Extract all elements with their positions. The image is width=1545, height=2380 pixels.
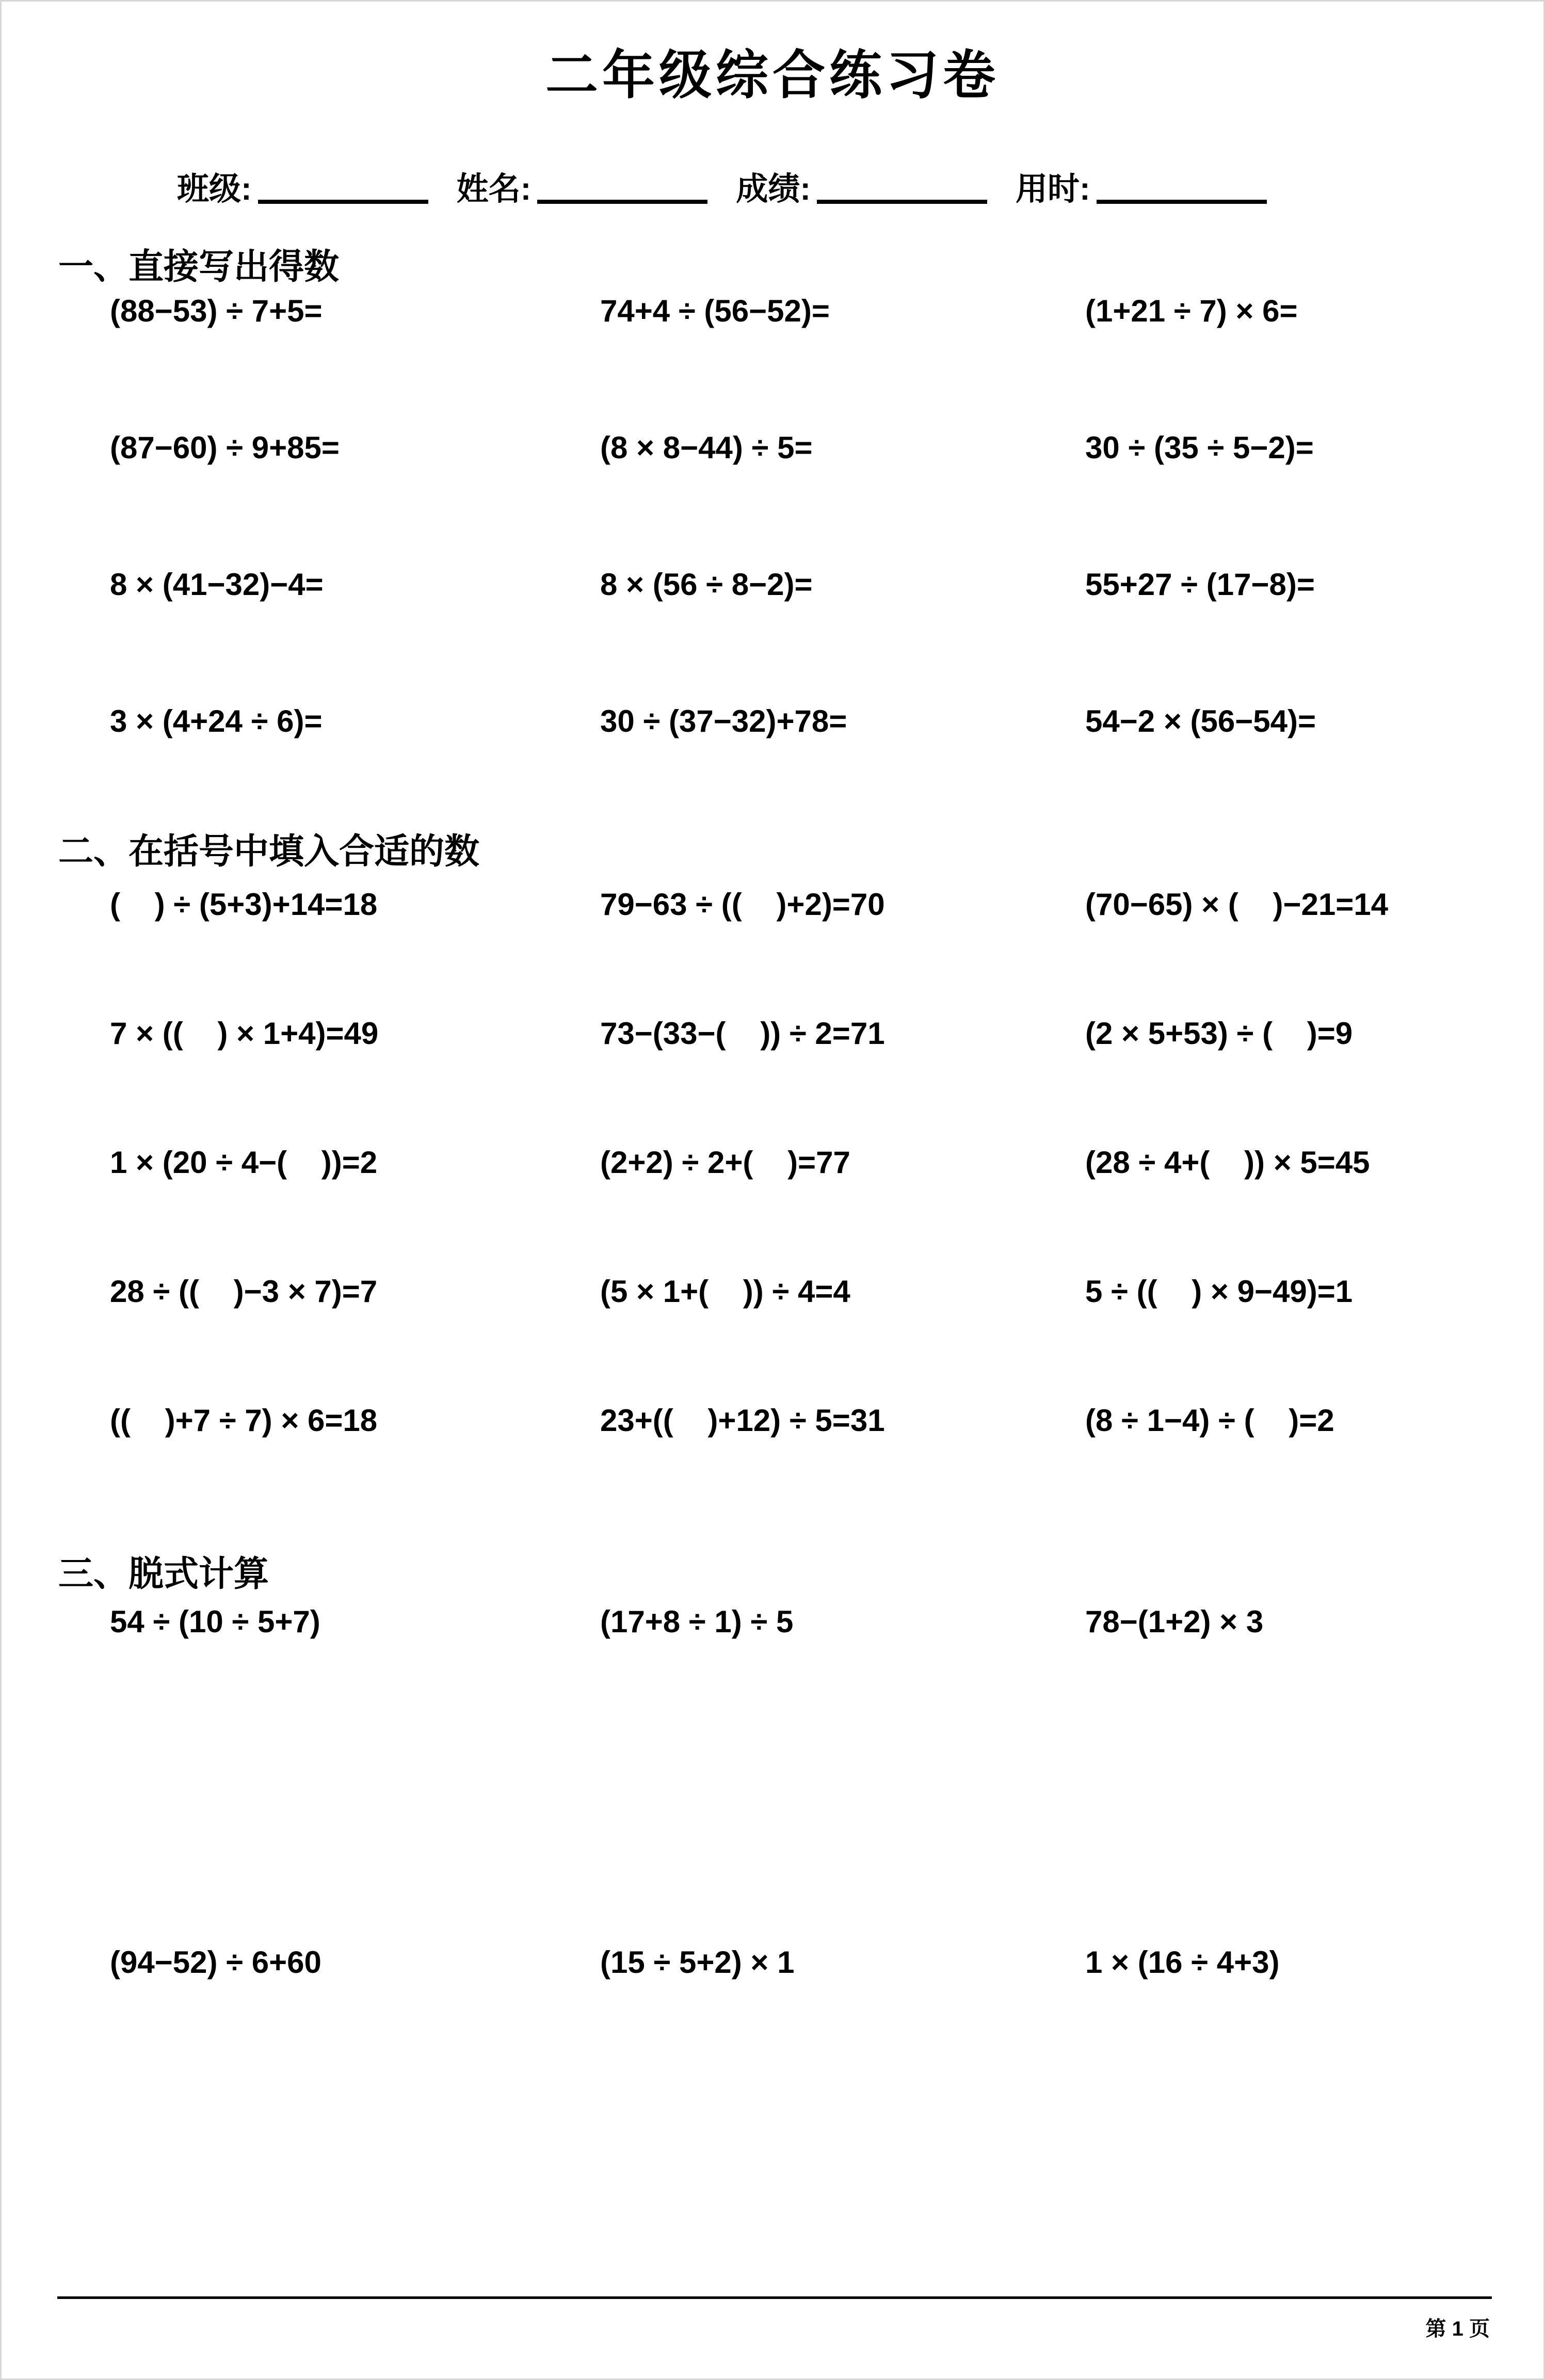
problem: (8 ÷ 1−4) ÷ ( )=2: [1085, 1403, 1334, 1438]
problem: (8 × 8−44) ÷ 5=: [600, 430, 813, 465]
problem: 8 × (56 ÷ 8−2)=: [600, 567, 813, 602]
problem: (2+2) ÷ 2+( )=77: [600, 1145, 850, 1180]
problem: ( ) ÷ (5+3)+14=18: [110, 887, 378, 922]
score-field: [736, 172, 987, 207]
problem: (88−53) ÷ 7+5=: [110, 294, 323, 328]
problem: (1+21 ÷ 7) × 6=: [1085, 294, 1298, 328]
problem: 79−63 ÷ (( )+2)=70: [600, 887, 885, 922]
problem: (17+8 ÷ 1) ÷ 5: [600, 1604, 794, 1639]
name-blank-line: [537, 200, 707, 204]
problem: (70−65) × ( )−21=14: [1085, 887, 1389, 922]
problem: (5 × 1+( )) ÷ 4=4: [600, 1274, 850, 1309]
time-label: 用时:: [1015, 171, 1090, 207]
class-field: [177, 172, 428, 207]
problem: 30 ÷ (35 ÷ 5−2)=: [1085, 430, 1314, 465]
section-3-heading: 三、脱式计算: [58, 1554, 269, 1594]
problem: 55+27 ÷ (17−8)=: [1085, 567, 1315, 602]
student-info-row: [177, 172, 1295, 207]
problem: 30 ÷ (37−32)+78=: [600, 704, 847, 738]
section-2-heading: 二、在括号中填入合适的数: [58, 832, 480, 871]
page-number: 第 1 页: [1425, 2318, 1490, 2340]
page-title: 二年级综合练习卷: [545, 46, 1000, 105]
problem: 7 × (( ) × 1+4)=49: [110, 1016, 379, 1051]
problem: 28 ÷ (( )−3 × 7)=7: [110, 1274, 378, 1309]
problem: 74+4 ÷ (56−52)=: [600, 294, 830, 328]
problem: 73−(33−( )) ÷ 2=71: [600, 1016, 885, 1051]
name-field: [457, 172, 708, 207]
class-label: 班级:: [177, 171, 252, 207]
problem: 1 × (20 ÷ 4−( ))=2: [110, 1145, 378, 1180]
problem: 54 ÷ (10 ÷ 5+7): [110, 1604, 320, 1639]
problem: (28 ÷ 4+( )) × 5=45: [1085, 1145, 1370, 1180]
problem: (94−52) ÷ 6+60: [110, 1945, 321, 1980]
time-blank-line: [1097, 200, 1267, 204]
problem: 54−2 × (56−54)=: [1085, 704, 1316, 738]
class-blank-line: [258, 200, 428, 204]
problem: (( )+7 ÷ 7) × 6=18: [110, 1403, 378, 1438]
name-label: 姓名:: [456, 171, 532, 207]
problem: 8 × (41−32)−4=: [110, 567, 324, 602]
footer-divider: [57, 2296, 1492, 2299]
score-label: 成绩:: [736, 171, 811, 207]
time-field: [1016, 172, 1267, 207]
problem: 5 ÷ (( ) × 9−49)=1: [1085, 1274, 1353, 1309]
problem: 1 × (16 ÷ 4+3): [1085, 1945, 1280, 1980]
problem: (87−60) ÷ 9+85=: [110, 430, 340, 465]
problem: (2 × 5+53) ÷ ( )=9: [1085, 1016, 1353, 1051]
problem: 78−(1+2) × 3: [1085, 1604, 1264, 1639]
problem: (15 ÷ 5+2) × 1: [600, 1945, 795, 1980]
section-1-heading: 一、直接写出得数: [58, 247, 340, 286]
score-blank-line: [817, 200, 987, 204]
problem: 3 × (4+24 ÷ 6)=: [110, 704, 323, 738]
problem: 23+(( )+12) ÷ 5=31: [600, 1403, 885, 1438]
